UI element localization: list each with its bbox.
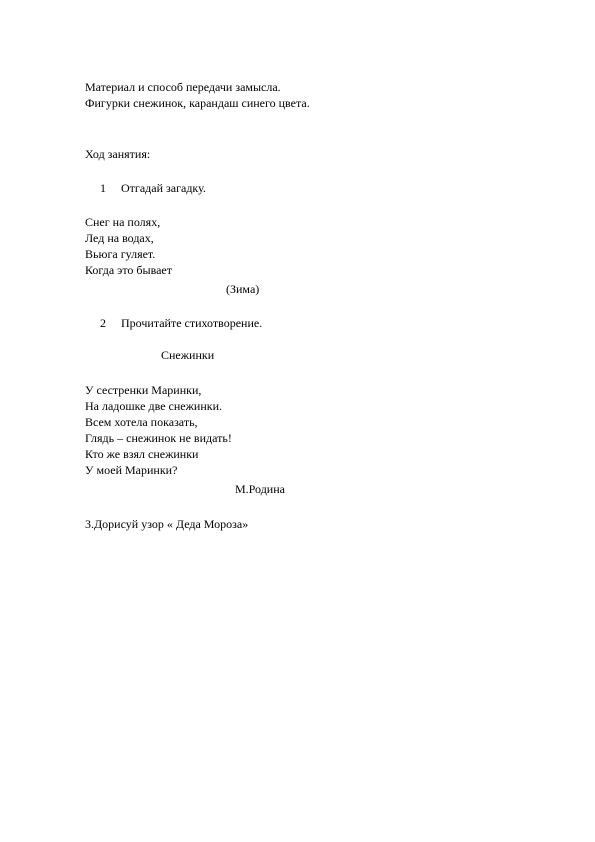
riddle-line: Лед на водах, (85, 231, 154, 245)
task-1-label: Отгадай загадку. (121, 181, 206, 195)
poem-title: Снежинки (161, 348, 215, 362)
poem-line: Глядь – снежинок не видать! (85, 431, 232, 445)
lesson-heading: Ход занятия: (85, 147, 151, 161)
task-1-number: 1 (100, 181, 106, 195)
task-2-number: 2 (100, 316, 106, 330)
task-3-label: 3.Дорисуй узор « Деда Мороза» (85, 517, 249, 531)
poem-line: На ладошке две снежинки. (85, 399, 222, 413)
riddle-line: Когда это бывает (85, 263, 172, 277)
task-2 (100, 315, 262, 331)
poem-line: Кто же взял снежинки (85, 447, 199, 461)
material-title: Материал и способ передачи замысла. (85, 80, 281, 94)
riddle-line: Снег на полях, (85, 215, 161, 229)
poem-author: М.Родина (235, 482, 285, 496)
poem-line: У моей Маринки? (85, 463, 178, 477)
material-text: Фигурки снежинок, карандаш синего цвета. (85, 96, 310, 110)
task-2-label: Прочитайте стихотворение. (121, 316, 263, 330)
poem-line: Всем хотела показать, (85, 415, 198, 429)
riddle-answer: (Зима) (226, 282, 260, 296)
task-1 (100, 180, 206, 196)
riddle-line: Вьюга гуляет. (85, 247, 156, 261)
poem-line: У сестренки Маринки, (85, 383, 202, 397)
